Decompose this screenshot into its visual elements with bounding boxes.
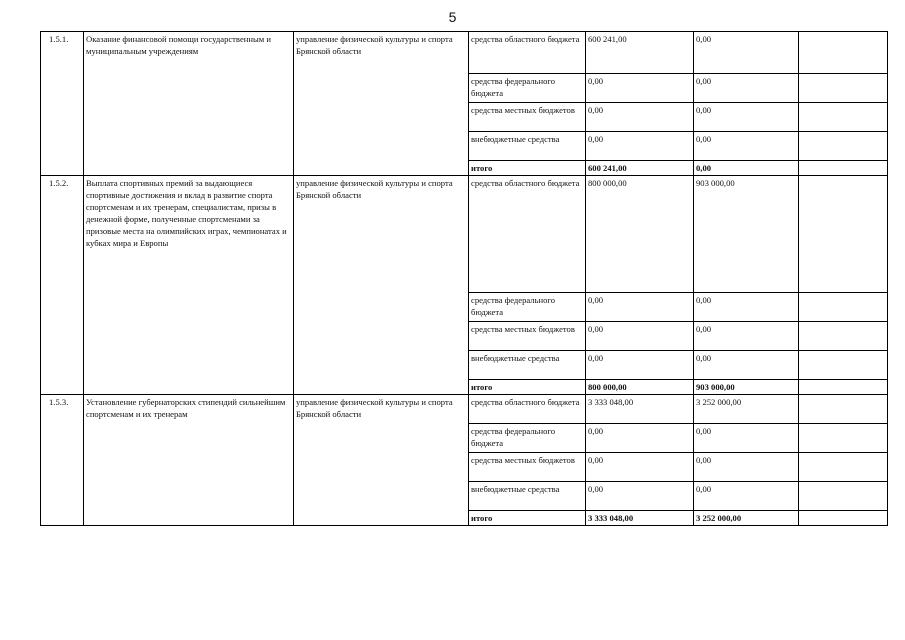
amount-1: 0,00	[586, 293, 694, 322]
page-number: 5	[448, 9, 457, 25]
item-number: 1.5.2.	[41, 176, 84, 395]
total-label: итого	[469, 161, 586, 176]
empty-cell	[799, 293, 888, 322]
amount-2: 0,00	[694, 74, 799, 103]
total-label: итого	[469, 380, 586, 395]
amount-1: 3 333 048,00	[586, 395, 694, 424]
amount-2: 0,00	[694, 132, 799, 161]
source-label: средства федерального бюджета	[469, 293, 586, 322]
total-label: итого	[469, 511, 586, 526]
item-executor: управление физической культуры и спорта Брянской области	[294, 176, 469, 395]
table-row	[41, 176, 888, 293]
total-amount-2: 903 000,00	[694, 380, 799, 395]
amount-1: 0,00	[586, 74, 694, 103]
source-label: средства областного бюджета	[469, 32, 586, 74]
amount-2: 903 000,00	[694, 176, 799, 293]
empty-cell	[799, 132, 888, 161]
item-executor: управление физической культуры и спорта Брянской области	[294, 395, 469, 526]
amount-1: 0,00	[586, 103, 694, 132]
item-executor: управление физической культуры и спорта Брянской области	[294, 32, 469, 176]
source-label: средства местных бюджетов	[469, 453, 586, 482]
amount-2: 3 252 000,00	[694, 395, 799, 424]
empty-cell	[799, 395, 888, 424]
empty-cell	[799, 161, 888, 176]
amount-2: 0,00	[694, 453, 799, 482]
source-label: средства местных бюджетов	[469, 322, 586, 351]
source-label: средства областного бюджета	[469, 395, 586, 424]
amount-2: 0,00	[694, 103, 799, 132]
source-label: внебюджетные средства	[469, 132, 586, 161]
amount-1: 0,00	[586, 482, 694, 511]
empty-cell	[799, 74, 888, 103]
amount-2: 0,00	[694, 322, 799, 351]
total-amount-1: 800 000,00	[586, 380, 694, 395]
total-amount-2: 0,00	[694, 161, 799, 176]
item-name: Выплата спортивных премий за выдающиеся спортивные достижения и вклад в развитие спорта спортсменам и их тренерам, специалистам, призы в денежной форме, полученные спортсменами за призовые места на олимпийских играх, чемпионатах и кубках мира и Европы	[84, 176, 294, 395]
empty-cell	[799, 176, 888, 293]
item-number: 1.5.3.	[41, 395, 84, 526]
item-name: Установление губернаторских стипендий сильнейшим спортсменам и их тренерам	[84, 395, 294, 526]
table-row	[41, 32, 888, 74]
empty-cell	[799, 511, 888, 526]
amount-2: 0,00	[694, 424, 799, 453]
source-label: средства областного бюджета	[469, 176, 586, 293]
table-row	[41, 395, 888, 424]
item-number: 1.5.1.	[41, 32, 84, 176]
empty-cell	[799, 32, 888, 74]
amount-2: 0,00	[694, 482, 799, 511]
amount-2: 0,00	[694, 293, 799, 322]
source-label: внебюджетные средства	[469, 482, 586, 511]
source-label: средства федерального бюджета	[469, 424, 586, 453]
amount-1: 0,00	[586, 132, 694, 161]
source-label: внебюджетные средства	[469, 351, 586, 380]
amount-1: 600 241,00	[586, 32, 694, 74]
empty-cell	[799, 103, 888, 132]
empty-cell	[799, 351, 888, 380]
total-amount-1: 3 333 048,00	[586, 511, 694, 526]
empty-cell	[799, 482, 888, 511]
budget-table	[40, 31, 888, 526]
item-name: Оказание финансовой помощи государственным и муниципальным учреждениям	[84, 32, 294, 176]
amount-1: 0,00	[586, 351, 694, 380]
empty-cell	[799, 322, 888, 351]
source-label: средства местных бюджетов	[469, 103, 586, 132]
total-amount-1: 600 241,00	[586, 161, 694, 176]
amount-1: 0,00	[586, 424, 694, 453]
amount-1: 800 000,00	[586, 176, 694, 293]
empty-cell	[799, 453, 888, 482]
empty-cell	[799, 424, 888, 453]
source-label: средства федерального бюджета	[469, 74, 586, 103]
total-amount-2: 3 252 000,00	[694, 511, 799, 526]
amount-2: 0,00	[694, 351, 799, 380]
amount-2: 0,00	[694, 32, 799, 74]
amount-1: 0,00	[586, 322, 694, 351]
amount-1: 0,00	[586, 453, 694, 482]
empty-cell	[799, 380, 888, 395]
